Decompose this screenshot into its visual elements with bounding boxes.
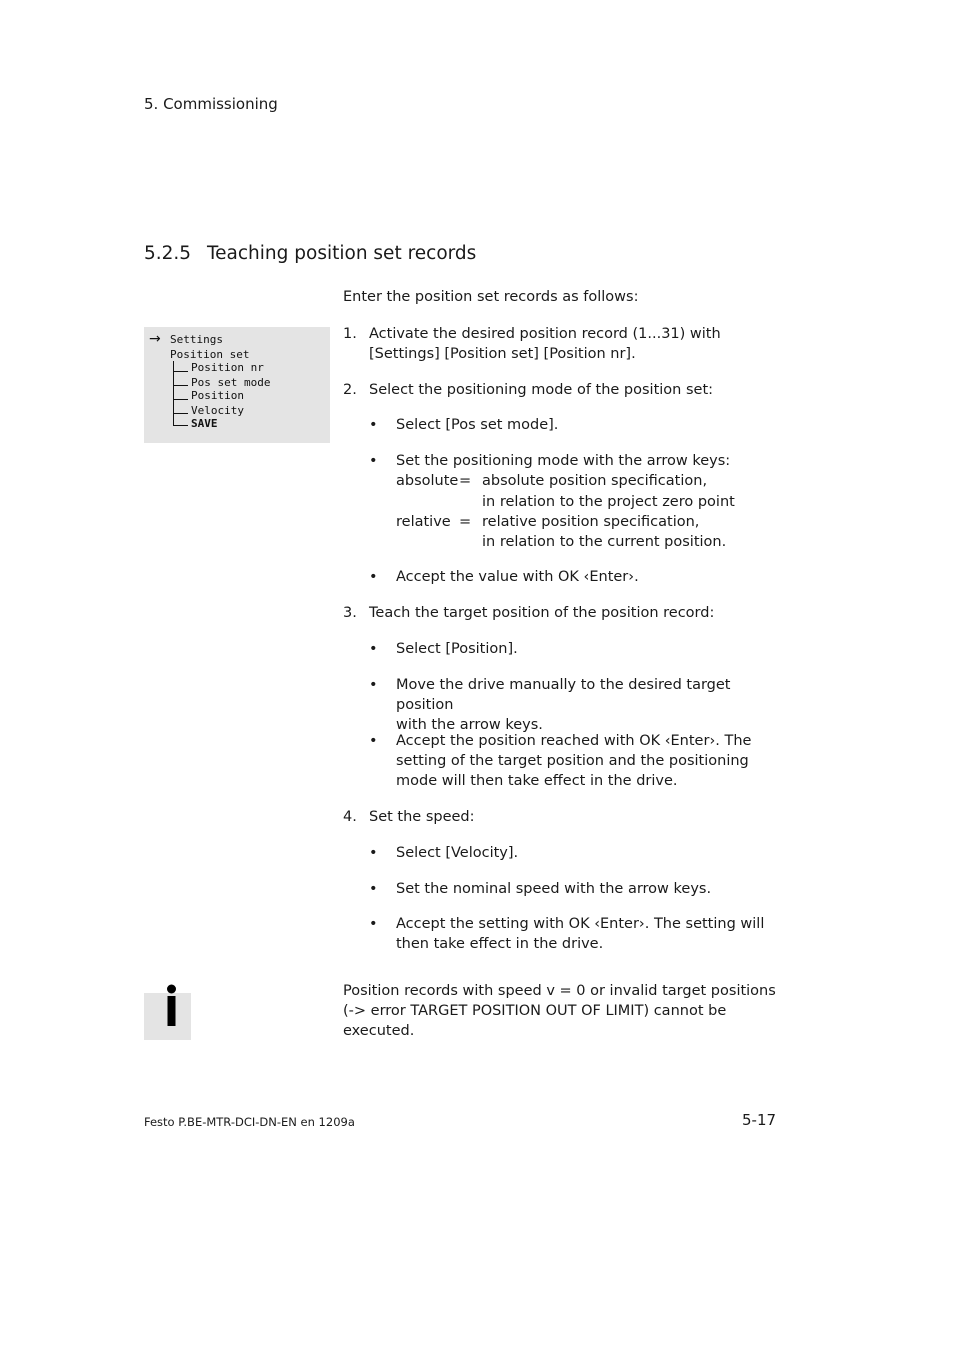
tree-branch xyxy=(173,425,188,426)
mode-description: absolute position specification, xyxy=(482,473,708,489)
step-text: Teach the target position of the position record: xyxy=(369,605,715,621)
info-glyph xyxy=(144,983,191,1030)
bullet-icon: • xyxy=(369,916,378,932)
menu-item-position-nr: Position nr xyxy=(191,361,264,374)
menu-item-position: Position xyxy=(191,389,244,402)
bullet-icon: • xyxy=(369,417,378,433)
step-number: 1. xyxy=(343,326,357,342)
mode-equals: = xyxy=(459,514,472,530)
menu-item-pos-set-mode: Pos set mode xyxy=(191,376,271,389)
step-text: Set the speed: xyxy=(369,809,475,825)
step-number: 4. xyxy=(343,809,357,825)
running-header: 5. Commissioning xyxy=(144,95,278,113)
menu-item-velocity: Velocity xyxy=(191,404,244,417)
step-text: Select the positioning mode of the position set: xyxy=(369,382,714,398)
mode-description: in relation to the project zero point xyxy=(482,494,735,510)
tree-branch xyxy=(173,371,188,372)
bullet-icon: • xyxy=(369,569,378,585)
mode-name: absolute xyxy=(396,473,459,489)
arrow-right-icon: → xyxy=(149,331,161,347)
step-text: Activate the desired position record (1...31) with [Settings] [Position set] [Position nr]. xyxy=(369,326,721,362)
info-icon xyxy=(144,993,191,1040)
bullet-icon: • xyxy=(369,677,378,693)
info-note: Position records with speed v = 0 or invalid target positions (-> error TARGET POSITION OUT OF LIMIT) cannot be executed. xyxy=(343,983,776,1039)
footer-document-id: Festo P.BE-MTR-DCI-DN-EN en 1209a xyxy=(144,1115,355,1129)
tree-branch xyxy=(173,413,188,414)
bullet-icon: • xyxy=(369,733,378,749)
mode-equals: = xyxy=(459,473,472,489)
mode-description: in relation to the current position. xyxy=(482,534,727,550)
menu-root: Settings xyxy=(170,333,223,346)
section-number: 5.2.5 xyxy=(144,243,192,264)
menu-item-save: SAVE xyxy=(191,417,218,430)
bullet-icon: • xyxy=(369,453,378,469)
bullet-icon: • xyxy=(369,641,378,657)
bullet-icon: • xyxy=(369,881,378,897)
mode-description: relative position specification, xyxy=(482,514,700,530)
menu-sub: Position set xyxy=(170,348,250,361)
page-number: 5-17 xyxy=(742,1111,777,1129)
bullet-icon: • xyxy=(369,845,378,861)
section-title: Teaching position set records xyxy=(207,243,477,264)
mode-name: relative xyxy=(396,514,451,530)
intro-text: Enter the position set records as follows: xyxy=(343,289,639,305)
section-heading xyxy=(144,243,476,264)
step-number: 3. xyxy=(343,605,357,621)
tree-branch xyxy=(173,399,188,400)
tree-branch xyxy=(173,385,188,386)
step-number: 2. xyxy=(343,382,357,398)
